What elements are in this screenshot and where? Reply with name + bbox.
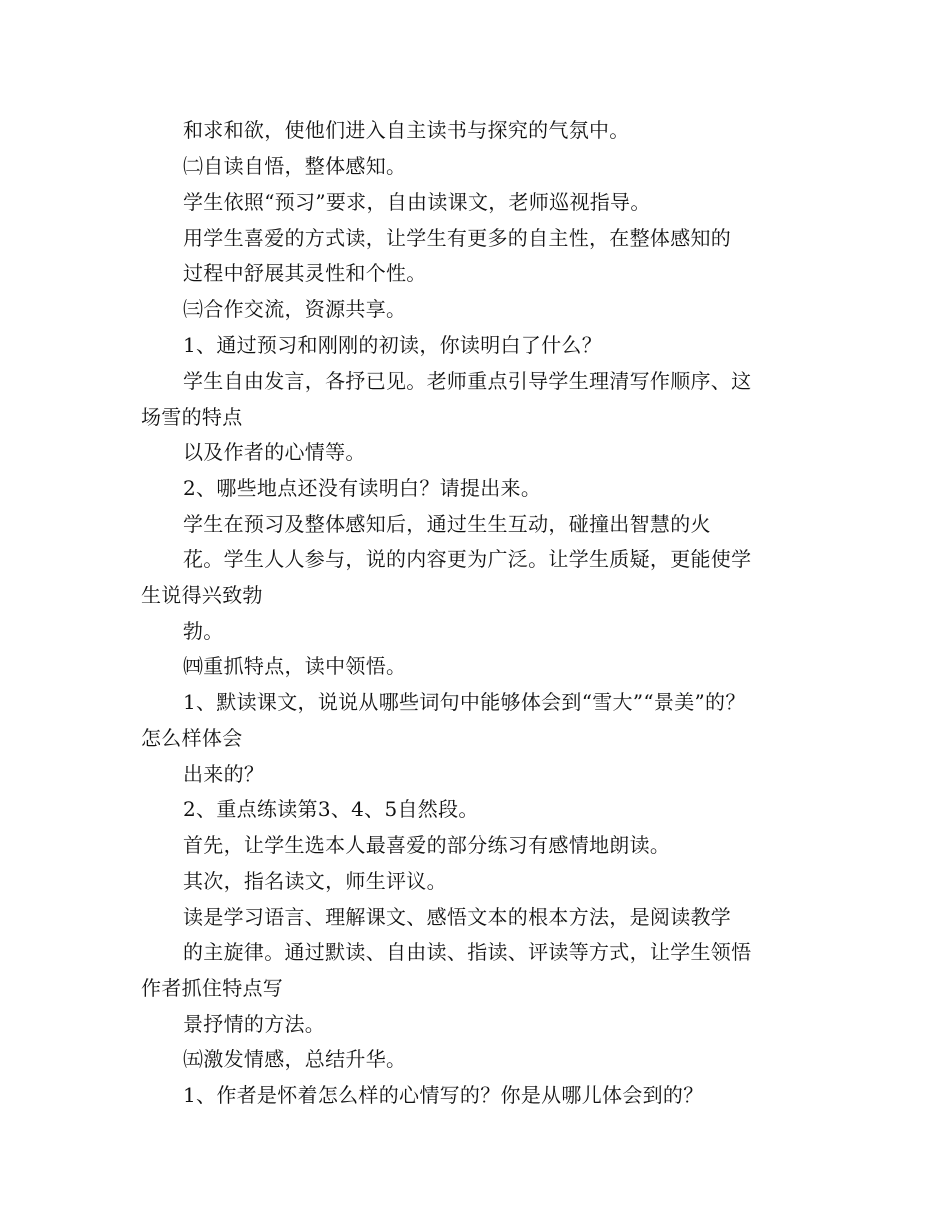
text-line: 怎么样体会 (141, 726, 243, 750)
text-line: 学生在预习及整体感知后，通过生生互动，碰撞出智慧的火 (183, 512, 711, 536)
text-line: 的主旋律。通过默读、自由读、指读、评读等方式，让学生领悟 (183, 940, 752, 964)
text-line: 学生依照“预习”要求，自由读课文，老师巡视指导。 (183, 190, 651, 214)
text-line: 勃。 (183, 619, 224, 643)
text-line: 首先，让学生选本人最喜爱的部分练习有感情地朗读。 (183, 833, 671, 857)
text-line: 以及作者的心情等。 (183, 440, 366, 464)
text-line: 学生自由发言，各抒已见。老师重点引导学生理清写作顺序、这 (183, 369, 752, 393)
text-line: 2、哪些地点还没有读明白？请提出来。 (183, 476, 542, 500)
text-line: 2、重点练读第3、4、5自然段。 (183, 797, 479, 821)
text-line: 1、默读课文，说说从哪些词句中能够体会到“雪大”“景美”的？ (183, 690, 746, 714)
section-heading: ㈡自读自悟，整体感知。 (183, 154, 407, 178)
text-line: 过程中舒展其灵性和个性。 (183, 261, 427, 285)
text-line: 1、通过预习和刚刚的初读，你读明白了什么？ (183, 333, 603, 357)
text-line: 和求和欲，使他们进入自主读书与探究的气氛中。 (183, 118, 630, 142)
text-line: 出来的？ (183, 762, 265, 786)
text-line: 景抒情的方法。 (183, 1012, 326, 1036)
section-heading: ㈣重抓特点，读中领悟。 (183, 654, 407, 678)
text-line: 生说得兴致勃 (141, 583, 263, 607)
text-line: 1、作者是怀着怎么样的心情写的？你是从哪儿体会到的？ (183, 1083, 704, 1107)
text-line: 用学生喜爱的方式读，让学生有更多的自主性，在整体感知的 (183, 226, 732, 250)
text-line: 花。学生人人参与，说的内容更为广泛。让学生质疑，更能使学 (183, 547, 752, 571)
text-line: 场雪的特点 (141, 405, 243, 429)
text-line: 读是学习语言、理解课文、感悟文本的根本方法，是阅读教学 (183, 905, 732, 929)
text-line: 其次，指名读文，师生评议。 (183, 869, 447, 893)
section-heading: ㈤激发情感，总结升华。 (183, 1047, 407, 1071)
section-heading: ㈢合作交流，资源共享。 (183, 297, 407, 321)
text-line: 作者抓住特点写 (141, 976, 284, 1000)
